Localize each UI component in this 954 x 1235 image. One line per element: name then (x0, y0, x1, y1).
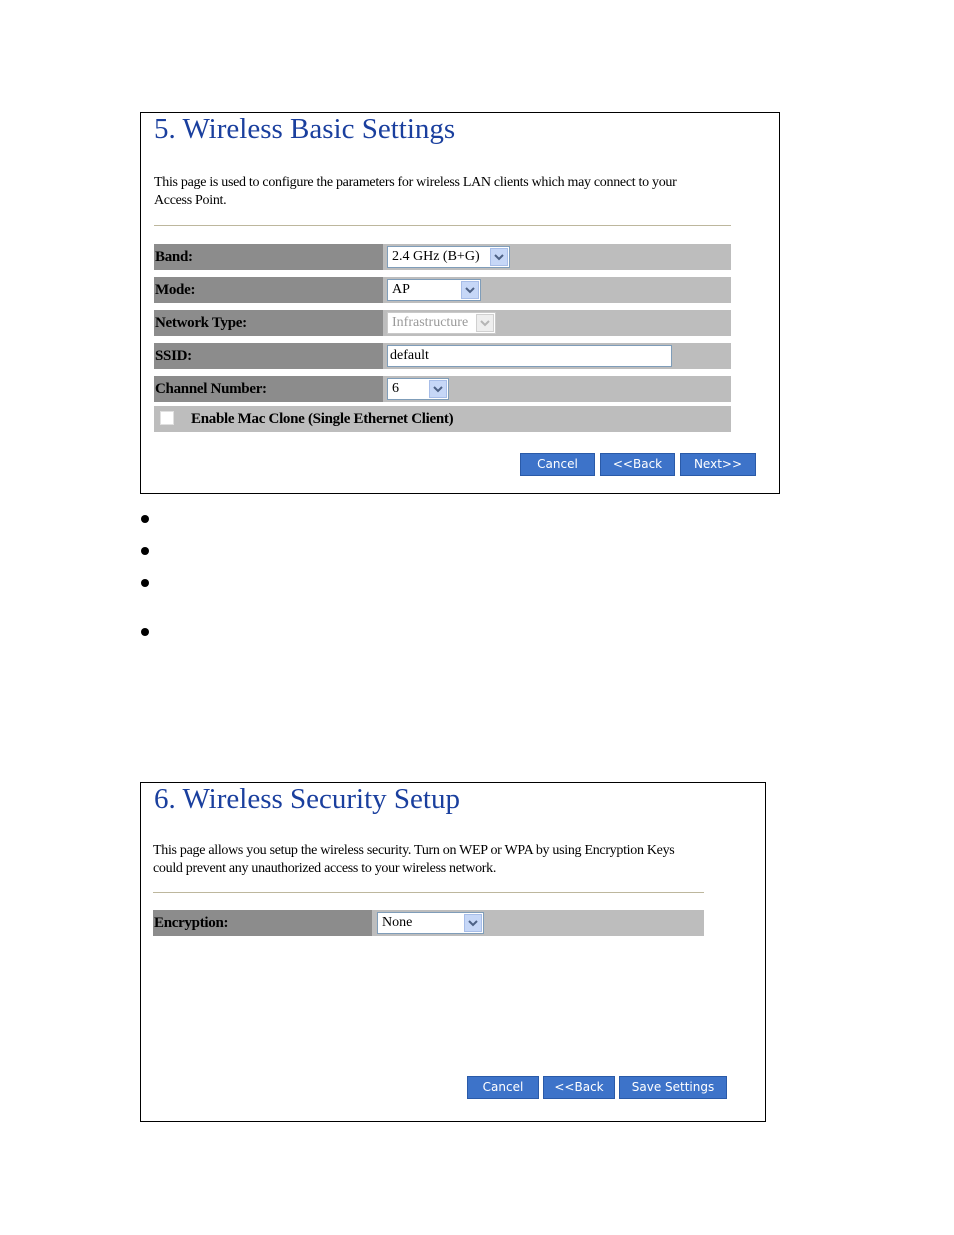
mac-clone-row (154, 406, 731, 432)
encryption-label: Encryption: (153, 910, 372, 936)
ssid-row (154, 343, 731, 369)
band-value: 2.4 GHz (B+G) (392, 249, 480, 264)
encryption-select[interactable] (377, 912, 484, 934)
band-row (154, 244, 731, 270)
description-line: Access Point. (154, 193, 227, 208)
bullet-icon (141, 579, 149, 587)
mode-row (154, 277, 731, 303)
network-type-select (387, 312, 496, 334)
channel-value: 6 (392, 381, 399, 396)
encryption-value: None (382, 915, 413, 930)
cancel-button[interactable]: Cancel (467, 1076, 539, 1099)
network-type-row (154, 310, 731, 336)
page-description (153, 842, 674, 878)
mode-value: AP (392, 282, 410, 297)
chevron-down-icon[interactable] (461, 281, 479, 299)
bullet-icon (141, 547, 149, 555)
description-line: could prevent any unauthorized access to your wireless network. (153, 861, 497, 876)
network-type-value: Infrastructure (392, 315, 469, 330)
page-title: 5. Wireless Basic Settings (154, 113, 456, 145)
mode-label: Mode: (154, 277, 383, 303)
chevron-down-icon[interactable] (490, 248, 508, 266)
chevron-down-icon[interactable] (429, 380, 447, 398)
divider (154, 225, 731, 226)
bullet-icon (141, 628, 149, 636)
page-description (154, 174, 676, 210)
mac-clone-label: Enable Mac Clone (Single Ethernet Client) (191, 411, 454, 427)
ssid-input[interactable]: default (387, 345, 672, 367)
back-button[interactable]: <<Back (600, 453, 675, 476)
mode-select[interactable] (387, 279, 481, 301)
channel-select[interactable] (387, 378, 449, 400)
description-line: This page allows you setup the wireless security. Turn on WEP or WPA by using Encryption Keys (153, 843, 675, 858)
mac-clone-checkbox[interactable] (160, 411, 174, 425)
chevron-down-icon (476, 314, 494, 332)
divider (153, 892, 704, 893)
network-type-label: Network Type: (154, 310, 383, 336)
channel-row (154, 376, 731, 402)
next-button[interactable]: Next>> (680, 453, 756, 476)
ssid-label: SSID: (154, 343, 383, 369)
chevron-down-icon[interactable] (464, 914, 482, 932)
wireless-basic-settings-panel (140, 112, 780, 494)
band-select[interactable] (387, 246, 510, 268)
bullet-icon (141, 515, 149, 523)
cancel-button[interactable]: Cancel (520, 453, 595, 476)
page-title: 6. Wireless Security Setup (154, 783, 460, 815)
encryption-row (153, 910, 704, 936)
wireless-security-setup-panel (140, 782, 766, 1122)
back-button[interactable]: <<Back (543, 1076, 615, 1099)
save-settings-button[interactable]: Save Settings (619, 1076, 727, 1099)
channel-label: Channel Number: (154, 376, 383, 402)
description-line: This page is used to configure the parameters for wireless LAN clients which may connect to your (154, 175, 677, 190)
band-label: Band: (154, 244, 383, 270)
